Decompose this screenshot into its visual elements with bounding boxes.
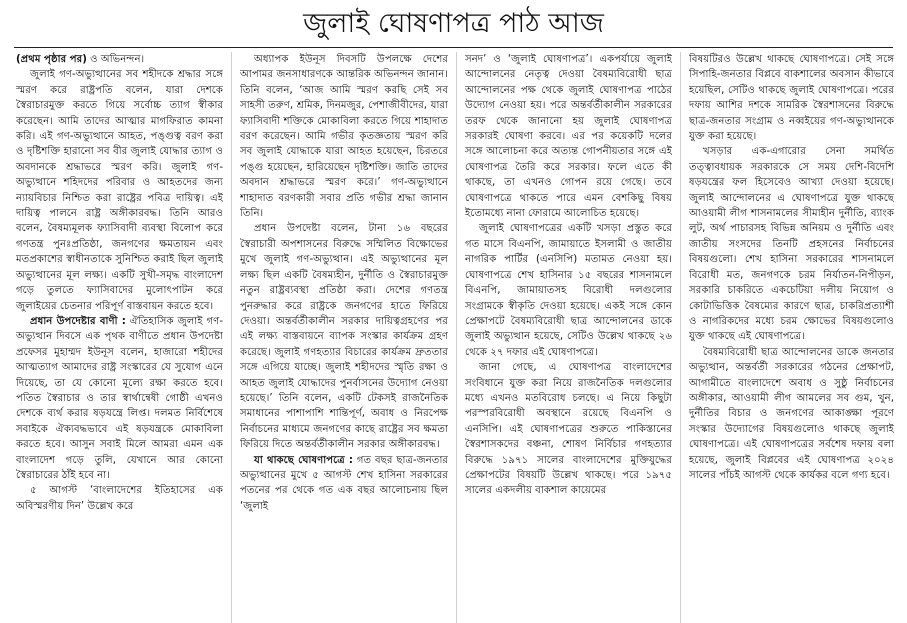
col2-paragraph-3 (240, 453, 448, 515)
col3-paragraph-3: জানা গেছে, এ ঘোষণাপত্র বাংলাদেশের সংবিধানে যুক্ত করা নিয়ে রাজনৈতিক দলগুলোর মধ্যে এখনও মতবিরোধ চলছে। এ নিয়ে কিছুটা পরস্পরবিরোধী অবস্থানে রয়েছে বিএনপি ও এনসিপি। এই ঘোষণাপত্রের শুরুতে পাকিস্তানের স্বৈরশাসকদের বঞ্চনা, শোষণ নির্বিচার গণহত্যার বিরুদ্ধে ১৯৭১ সালের বাংলাদেশের মুক্তিযুদ্ধের প্রেক্ষাপটের বিষয়টি উল্লেখ থাকছে। পরে ১৯৭৫ সালের একদলীয় বাকশাল কায়েমের (465, 362, 672, 497)
col1-paragraph-3 (16, 314, 223, 483)
column-divider-2 (456, 52, 457, 623)
col4-paragraph-2: খসড়ার এক-এগারোর সেনা সমর্থিত তত্ত্বাবধায়ক সরকারকে সে সময় দেশি-বিদেশি ষড়যন্ত্রের ফল হিসেবেও আখ্যা দেওয়া হয়েছে। জুলাই আন্দোলনের এ ঘোষণাপত্রে যুক্ত থাকছে আওয়ামী লীগ শাসনামলের সীমাহীন দুর্নীতি, ব্যাংক লুট, অর্থ পাচারসহ বিভিন্ন অনিয়ম ও দুর্নীতি এবং জাতীয় সংসদের তিনটি প্রহসনের নির্বাচনের বিষয়গুলো। শেখ হাসিনা সরকারের শাসনামলে বিরোধী মত, জনগণকে চরম নির্যাতন-নিপীড়ন, সরকারি চাকরিতে একচেটিয়া দলীয় নিয়োগ ও কোটাভিত্তিক বৈষম্যের কারণে ছাত্র, চাকরিপ্রত্যাশী ও নাগরিকদের মধ্যে চরম ক্ষোভের বিষয়গুলোও যুক্ত থাকছে এই ঘোষণাপত্রে। (689, 146, 894, 343)
subhead-declaration-content: যা থাকছে ঘোষণাপত্রে : (254, 454, 353, 466)
column-2 (240, 52, 448, 623)
col3-paragraph-2: জুলাই ঘোষণাপত্রের একটি খসড়া প্রস্তুত করে গত মাসে বিএনপি, জামায়াতে ইসলামী ও জাতীয় নাগরিক পার্টির (এনসিপি) মতামত নেওয়া হয়। ঘোষণাপত্রে শেখ হাসিনার ১৫ বছরের শাসনামলে বিএনপি, জামায়াতসহ বিরোধী দলগুলোর সংগ্রামকে স্বীকৃতি দেওয়া হয়েছে। একই সঙ্গে কোন প্রেক্ষাপটে বৈষম্যবিরোধী ছাত্র আন্দোলনের ডাকে জুলাই অভ্যুত্থান হয়েছে, সেটিও উল্লেখ থাকছে ২৬ থেকে ২৭ দফার এই ঘোষণাপত্রে। (465, 223, 672, 358)
headline: জুলাই ঘোষণাপত্র পাঠ আজ (303, 8, 604, 39)
col4-paragraph-3: বৈষম্যবিরোধী ছাত্র আন্দোলনের ডাকে জনতার অভ্যুত্থান, অন্তর্বর্তী সরকারের গঠনের প্রেক্ষাপট, আগামীতে বাংলাদেশে অবাধ ও সুষ্ঠু নির্বাচনের অঙ্গীকার, আওয়ামী লীগ আমলের সব গুম, খুন, দুর্নীতির বিচার ও জনগণের আকাঙ্ক্ষা পূরণে সংস্কার উদ্যোগের বিষয়গুলোও থাকছে জুলাই ঘোষণাপত্রে। এই ঘোষণাপত্রের সর্বশেষ দফায় বলা হয়েছে, জুলাই বিপ্লবের এই ঘোষণাপত্র ২০২৪ সালের পাঁচই আগস্ট থেকে কার্যকর বলে গণ্য হবে। (689, 346, 894, 481)
column-3 (465, 52, 672, 623)
col2-p3-text: গত বছর ছাত্র-জনতার অভ্যুত্থানের মুখে ৫ আগস্ট শেখ হাসিনা সরকারের পতনের পর থেকে গত এক বছর আলোচনায় ছিল ‘জুলাই (240, 454, 448, 512)
col1-paragraph-4: ৫ আগস্ট ‘বাংলাদেশের ইতিহাসের এক অবিস্মরণীয় দিন’ উল্লেখ করে (16, 485, 223, 512)
col1-paragraph-2: জুলাই গণ-অভ্যুত্থানের সব শহীদকে শ্রদ্ধার সঙ্গে স্মরণ করে রাষ্ট্রপতি বলেন, যারা দেশকে স্বৈরাচারমুক্ত করতে গিয়ে সর্বোচ্চ ত্যাগ স্বীকার করেছেন। আমি তাদের আত্মার মাগফিরাত কামনা করি। এই গণ-অভ্যুত্থানে আহত, পঙ্গুত্ব বরণ করা ও দৃষ্টিশক্তি হারানো সব বীর জুলাই যোদ্ধার ত্যাগ ও অবদানকে শ্রদ্ধাভরে স্মরণ করি। জুলাই গণ-অভ্যুত্থানে শহিদদের পরিবার ও আহতদের জন্য ন্যায়বিচার নিশ্চিত করা রাষ্ট্রের পবিত্র দায়িত্ব। এই দায়িত্ব পালনে রাষ্ট্র অঙ্গীকারবদ্ধ। তিনি আরও বলেন, বৈষম্যমূলক ফ্যাসিবাদী ব্যবস্থা বিলোপ করে গণতন্ত্র পুনঃপ্রতিষ্ঠা, জনগণের ক্ষমতায়ন এবং মতপ্রকাশের স্বাধীনতাকে সুনিশ্চিত করাই ছিল জুলাই অভ্যুত্থানের মূল লক্ষ্য। একটি সুখী-সমৃদ্ধ বাংলাদেশ গড়ে তুলতে ফ্যাসিবাদের মুলোৎপাটন করে জুলাইয়ের চেতনার পরিপূর্ণ বাস্তবায়ন করতে হবে। (16, 69, 223, 312)
column-divider-3 (680, 52, 681, 623)
col2-paragraph-1: অধ্যাপক ইউনূস দিবসটি উপলক্ষে দেশের আপামর জনসাধারণকে আন্তরিক অভিনন্দন জানান। তিনি বলেন, ‘আজ আমি স্মরণ করছি সেই সব সাহসী তরুণ, শ্রমিক, দিনমজুর, পেশাজীবীদের, যারা ফ্যাসিবাদী শক্তিকে মোকাবিলা করতে গিয়ে শাহাদাত বরণ করেছেন। আমি গভীর কৃতজ্ঞতায় স্মরণ করি সব জুলাই যোদ্ধাকে যারা আহত হয়েছেন, চিরতরে পঙ্গু হয়েছেন, হারিয়েছেন দৃষ্টিশক্তি। জাতি তাদের অবদান শ্রদ্ধাভরে স্মরণ করে।’ গণ-অভ্যুত্থানে শাহাদাত বরণকারী সবার প্রতি গভীর শ্রদ্ধা জানান তিনি। (240, 54, 448, 220)
column-1 (16, 52, 223, 623)
column-divider-1 (231, 52, 232, 623)
column-4 (689, 52, 894, 623)
col4-paragraph-1: বিষয়টিরও উল্লেখ থাকছে ঘোষণাপত্রে। সেই সঙ্গে সিপাহি-জনতার বিপ্লবে বাকশালের অবসান কীভাবে হয়েছিল, সেটিও থাকছে জুলাই ঘোষণাপত্রে। পরের দফায় আশির দশকে সামরিক স্বৈরশাসনের বিরুদ্ধে ছাত্র-জনতার সংগ্রাম ও নব্বইয়ের গণ-অভ্যুত্থানকে যুক্ত করা হয়েছে। (689, 54, 894, 143)
subhead-chief-adviser: প্রধান উপদেষ্টার বাণী : (30, 315, 126, 327)
continuation-tag: (প্রথম পৃষ্ঠার পর) (16, 54, 87, 65)
headline-rule (14, 47, 893, 48)
col1-p1-text: ও অভিনন্দন। (86, 54, 145, 65)
col2-paragraph-2: প্রধান উপদেষ্টা বলেন, টানা ১৬ বছরের স্বৈরাচারী অপশাসনের বিরুদ্ধে সম্মিলিত বিক্ষোভের মুখে জুলাই গণ-অভ্যুত্থান। এই অভ্যুত্থানের মূল লক্ষ্য ছিল একটি বৈষম্যহীন, দুর্নীতি ও স্বৈরাচারমুক্ত নতুন রাষ্ট্রব্যবস্থা প্রতিষ্ঠা করা। দেশের গণতন্ত্র পুনরুদ্ধার করে রাষ্ট্রকে জনগণের হাতে ফিরিয়ে দেওয়া। অন্তর্বর্তীকালীন সরকার দায়িত্বগ্রহণের পর এই লক্ষ্য বাস্তবায়নে ব্যাপক সংস্কার কার্যক্রম গ্রহণ করেছে। জুলাই গণহত্যার বিচারের কার্যক্রম দ্রুততার সঙ্গে এগিয়ে যাচ্ছে। জুলাই শহীদদের স্মৃতি রক্ষা ও আহত জুলাই যোদ্ধাদের পুনর্বাসনের উদ্যোগ নেওয়া হয়েছে।’ তিনি বলেন, একটি টেকসই রাজনৈতিক সমাধানের পাশাপাশি শান্তিপূর্ণ, অবাধ ও নিরপেক্ষ নির্বাচনের মাধ্যমে জনগণের কাছে রাষ্ট্রের সব ক্ষমতা ফিরিয়ে দিতে অন্তর্বর্তীকালীন সরকার অঙ্গীকারবদ্ধ। (240, 223, 448, 451)
col1-p3-text: ঐতিহাসিক জুলাই গণ-অভ্যুত্থান দিবসে এক পৃথক বাণীতে প্রধান উপদেষ্টা প্রফেসর মুহাম্মদ ইউনূস বলেন, হাজারো শহীদের আত্মত্যাগ আমাদের রাষ্ট্র সংস্কারের যে সুযোগ এনে দিয়েছে, তা যে কোনো মূল্যে রক্ষা করতে হবে। পতিত স্বৈরাচার ও তার স্বার্থান্বেষী গোষ্ঠী এখনও দেশকে ব্যর্থ করার ষড়যন্ত্রে লিপ্ত। দলমত নির্বিশেষে সবাইকে ঐক্যবদ্ধভাবে এই ষড়যন্ত্রকে মোকাবিলা করতে হবে। আসুন সবাই মিলে আমরা এমন এক বাংলাদেশ গড়ে তুলি, যেখানে আর কোনো স্বৈরাচারের ঠাঁই হবে না। (16, 315, 223, 481)
col3-paragraph-1: সনদ’ ও ‘জুলাই ঘোষণাপত্র’। একপর্যায়ে জুলাই আন্দোলনের নেতৃত্ব দেওয়া বৈষম্যবিরোধী ছাত্র আন্দোলনের পক্ষ থেকে জুলাই ঘোষণাপত্র পাঠের উদ্যোগ নেওয়া হয়। পরে অন্তর্বর্তীকালীন সরকারের তরফ থেকে জানানো হয় জুলাই ঘোষণাপত্র সরকারই ঘোষণা করবে। এর পর কয়েকটি দলের সঙ্গে আলোচনা করে অত্যন্ত গোপনীয়তার সঙ্গে এই ঘোষণাপত্র তৈরি করে সরকার। ফলে এতে কী থাকছে, তা এখনও গোপন রয়ে গেছে। তবে ঘোষণাপত্রে থাকতে পারে এমন বেশকিছু বিষয় ইতোমধ্যে নানা ফোরামে আলোচিত হয়েছে। (465, 54, 672, 220)
col1-paragraph-1 (16, 52, 223, 67)
